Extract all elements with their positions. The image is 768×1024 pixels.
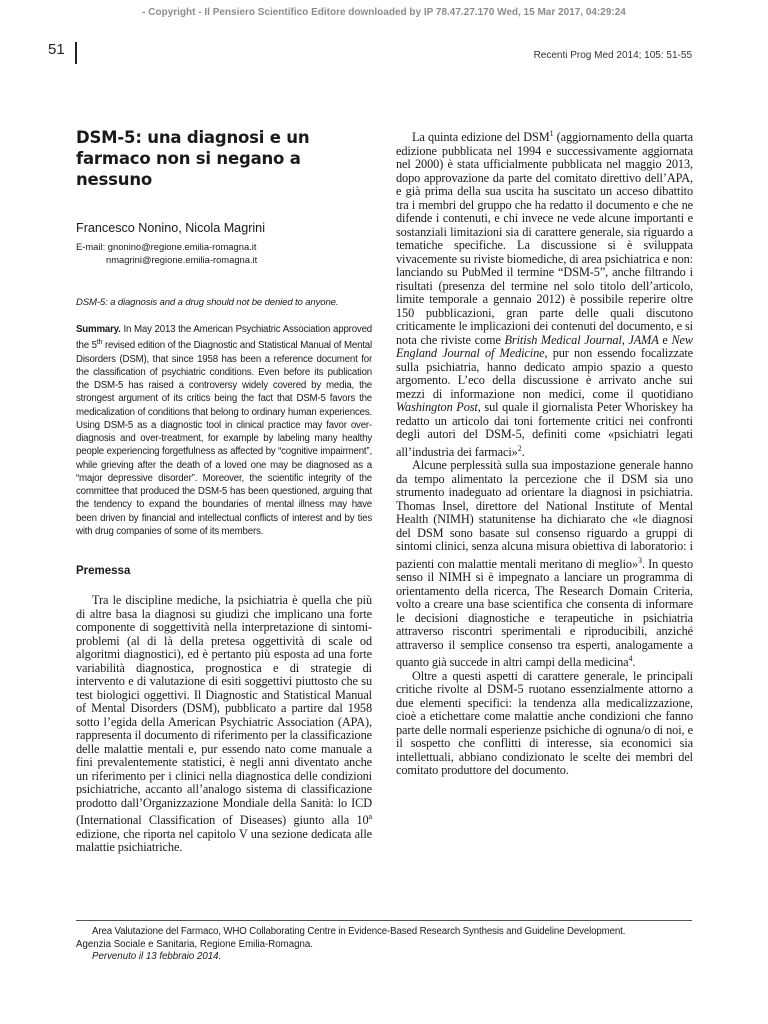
affiliation-line-1: Area Valutazione del Farmaco, WHO Collaborating Centre in Evidence-Based Research Synthesis and Guideline Development. <box>92 926 626 937</box>
email-block <box>76 240 372 266</box>
authors: Francesco Nonino, Nicola Magrini <box>76 221 265 235</box>
paragraph-1: La quinta edizione del DSM$^1$ (aggiornamento della quarta edizione pubblicata nel 1994 e successivamente aggiornata nel 2000) è stata ufficialmente pubblicata nel maggio 2013, dopo approvazione da parte del comitato direttivo dell’APA, e già prima della sua uscita ha suscitato un acceso dibattito tra i membri del gruppo che ha redatto il documento e che ne difende i contenuti, e chi invece ne vede alcune importanti e sostanziali limitazioni sia di carattere generale, sia riguardo a tematiche specifiche. La discussione si è sviluppata vivacemente su riviste biomediche, di area psichiatrica e non: lanciando su PubMed il termine “DSM-5”, anche filtrando i risultati (presenza del termine nel solo titolo dell’articolo, limite temporale a gennaio 2012) è possibile reperire oltre 150 pubblicazioni, gran parte delle quali discutono criticamente le implicazioni dei contenuti del documento, e si nota che riviste come British Medical Journal, JAMA e New England Journal of Medicine, pur non essendo focalizzate sulla psichiatria, hanno dedicato ampio spazio a questo argomento. L’eco della discussione è arrivato anche sui mezzi di informazione non medici, come il quotidiano Washington Post, sul quale il giornalista Peter Whoriskey ha redatto un articolo dai toni fortemente critici nei confronti degli autori del DSM-5, definiti come «psichiatri legati all’industria dei farmaci»$^2$. <box>396 129 693 459</box>
running-head: Recenti Prog Med 2014; 105: 51-55 <box>533 50 692 61</box>
summary-abstract <box>76 323 372 538</box>
english-title: DSM-5: a diagnosis and a drug should not be denied to anyone. <box>76 297 339 308</box>
affiliation-line-2: Agenzia Sociale e Sanitaria, Regione Emilia-Romagna. <box>76 938 313 950</box>
premessa-paragraph: Tra le discipline mediche, la psichiatria è quella che più di altre basa la diagnosi su giudizi che implicano una forte componente di soggettività nella interpretazione di sintomi-problemi (al di là della pretesa oggettività di scale od algoritmi diagnostici), ed è pertanto più esposta ad una forte variabilità diagnostica, prognostica e di strategie di intervento e di valutazione di esiti soggettivi piuttosto che su test biologici oggettivi. Il Diagnostic and Statistical Manual of Mental Disorders (DSM), pubblicato a partire dal 1958 sotto l’egida della American Psychiatric Association (APA), rappresenta il documento di riferimento per la classificazione delle malattie mentali e, pur essendo nato come manuale a fini prevalentemente statistici, è negli anni diventato anche un riferimento per i clinici nella diagnostica delle condizioni psichiatriche, accanto all’analogo sistema di classificazione prodotto dall’Organizzazione Mondiale della Sanità: lo ICD (International Classification of Diseases) giunto alla 10$^a$ edizione, che riporta nel capitolo V una sezione dedicata alle malattie psichiatriche. <box>76 593 372 855</box>
footnote <box>76 926 696 964</box>
article-title: DSM-5: una diagnosi e un farmaco non si negano a nessuno <box>76 128 310 189</box>
summary-text: In May 2013 the American Psychiatric Association approved the 5 <box>76 324 372 352</box>
summary-text-continued: revised edition of the Diagnostic and Statistical Manual of Mental Disorders (DSM), that since 1958 has been a reference document for the classification of psychiatric conditions. Even before its publication the DSM-5 has raised a controversy widely covered by media, the strongest argument of its critics being the fact that DSM-5 favors the medicalization of conditions that belong to ordinary human experiences. Using DSM-5 as a diagnostic tool in clinical practice may favor over-diagnosis and over-treatment, for example by labeling many healthy people experiencing forgetfulness as affected by “cognitive impairment”, while grieving after the death of a loved one may be diagnosed as a “major depressive disorder”. Moreover, the scientific integrity of the committee that produced the DSM-5 has been questioned, arguing that the tendency to expand the boundaries of mental illness may have been driven by financial and intellectual conflicts of interest and by ties with drug companies of some of its members. <box>76 340 372 537</box>
received-date: Pervenuto il 13 febbraio 2014. <box>92 951 222 962</box>
right-column <box>396 127 693 778</box>
paragraph-3: Oltre a questi aspetti di carattere generale, le principali critiche rivolte al DSM-5 ruotano essenzialmente attorno a due elementi specifici: la tendenza alla medicalizzazione, cioè a etichettare come malattie anche condizioni che fanno parte delle normali esperienze psichiche di ognuna/o di noi, e il sospetto che conflitti di interesse, sia economici sia intellettuali, abbiano condizionato le scelte dei membri del comitato produttore del documento. <box>396 668 693 778</box>
copyright-notice: - Copyright - Il Pensiero Scientifico Editore downloaded by IP 78.47.27.170 Wed, 15 Mar 2017, 04:29:24 <box>142 7 626 18</box>
summary-superscript: th <box>96 339 103 347</box>
paragraph-2: Alcune perplessità sulla sua impostazione generale hanno da tempo alimentato la percezione che il DSM sia uno strumento inadeguato ad orientare la diagnosi in psichiatria. Thomas Insel, direttore del National Institute of Mental Health (NIMH) statunitense ha dichiarato che «le diagnosi del DSM sono basate sul consenso riguardo a gruppi di sintomi clinici, senza alcuna misura obiettiva di laboratorio: i pazienti con malattie mentali meritano di meglio»$^3$. In questo senso il NIMH si è impegnato a lanciare un programma di orientamento della ricerca, The Research Domain Criteria, volto a creare una base scientifica che consenta di informare le decisioni diagnostiche e terapeutiche in psichiatria attraverso riscontri sperimentali e riproducibili, anziché attraverso il semplice consenso tra esperti, analogamente a quanto già succede in altri campi della medicina$^4$. <box>396 458 693 670</box>
summary-label: Summary. <box>76 324 121 335</box>
left-column <box>76 127 372 855</box>
email-1[interactable]: gnonino@regione.emilia-romagna.it <box>107 241 257 252</box>
email-label: E-mail: <box>76 241 106 252</box>
page-number-divider <box>75 42 77 64</box>
page-number: 51 <box>48 41 65 58</box>
section-heading: Premessa <box>76 565 131 578</box>
email-2[interactable]: nmagrini@regione.emilia-romagna.it <box>106 254 258 265</box>
footnote-rule <box>76 920 692 921</box>
